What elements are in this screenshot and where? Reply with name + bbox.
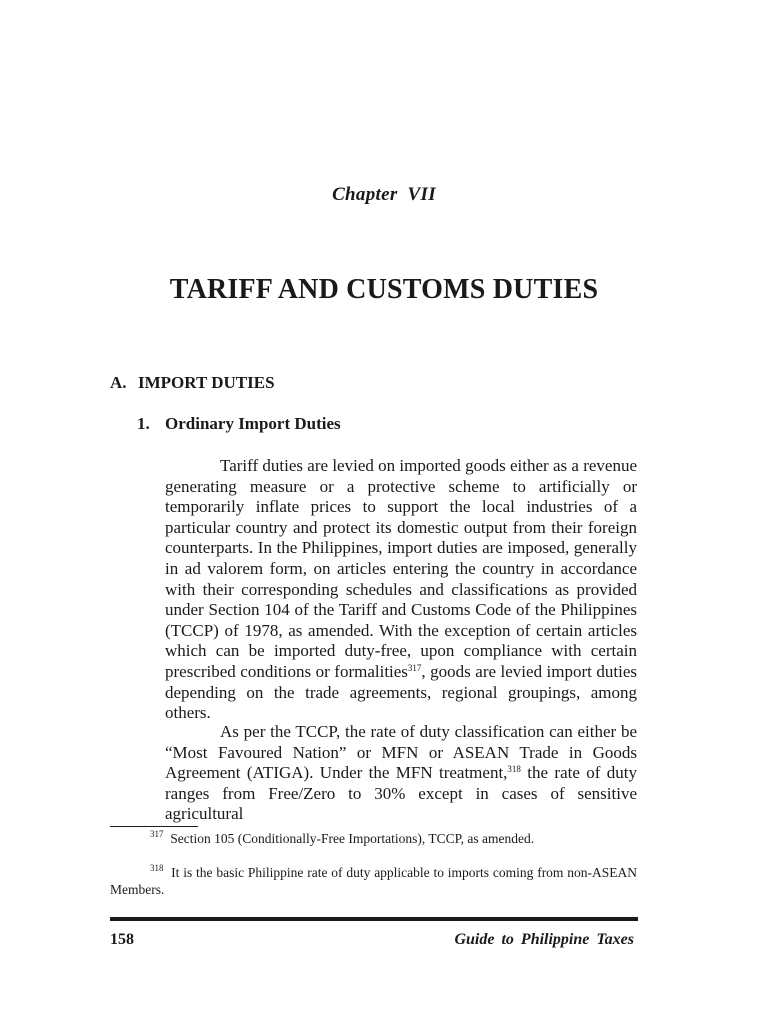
page-number: 158 xyxy=(110,931,134,948)
section-heading-text: IMPORT DUTIES xyxy=(138,373,275,392)
paragraph-2-text-b: the rate of duty ranges from Free/Zero to 30% except in cases of sensitive agricultural xyxy=(165,763,637,824)
footnote-ref-317: 317 xyxy=(407,662,422,673)
subsection-heading-text: Ordinary Import Duties xyxy=(165,414,341,433)
section-number: A. xyxy=(110,373,127,392)
chapter-heading: Chapter VII xyxy=(332,184,436,205)
footnote-317 xyxy=(110,830,637,847)
body-paragraph-2 xyxy=(165,722,637,825)
paragraph-2-text-a: As per the TCCP, the rate of duty classification can either be “Most Favoured Nation” or MFN or ASEAN Trade in Goods Agreement (ATIGA). Under the MFN treatment, xyxy=(165,722,637,783)
footnote-text: Section 105 (Conditionally-Free Importations), TCCP, as amended. xyxy=(170,831,535,846)
body-paragraph-1 xyxy=(165,456,637,724)
footnote-marker: 318 xyxy=(150,863,164,873)
footnote-divider xyxy=(110,826,198,827)
footnote-318 xyxy=(110,864,637,898)
footnote-marker: 317 xyxy=(150,829,164,839)
paragraph-1-text-a: Tariff duties are levied on imported goods either as a revenue generating measure or a protective scheme to artificially or temporarily inflate prices to support the local industries of a particular country and protect its domestic output from their foreign counterparts. In the Philippines, import duties are imposed, generally in ad valorem form, on articles entering the country in accordance with their corresponding schedules and classifications as provided under Section 104 of the Tariff and Customs Code of the Philippines (TCCP) of 1978, as amended. With the exception of certain articles which can be imported duty-free, upon compliance with certain prescribed conditions or formalities xyxy=(165,456,637,681)
running-title: Guide to Philippine Taxes xyxy=(454,931,634,948)
footer-divider xyxy=(110,917,638,921)
subsection-heading xyxy=(137,414,341,434)
section-heading xyxy=(110,373,275,393)
footnote-text: It is the basic Philippine rate of duty applicable to imports coming from non-ASEAN Members. xyxy=(110,865,638,897)
footnote-ref-318: 318 xyxy=(507,764,521,775)
paragraph-1-text-b: , goods are levied import duties depending on the trade agreements, regional groupings, among others. xyxy=(165,661,637,723)
chapter-title: TARIFF AND CUSTOMS DUTIES xyxy=(169,274,599,305)
subsection-number: 1. xyxy=(137,414,150,433)
